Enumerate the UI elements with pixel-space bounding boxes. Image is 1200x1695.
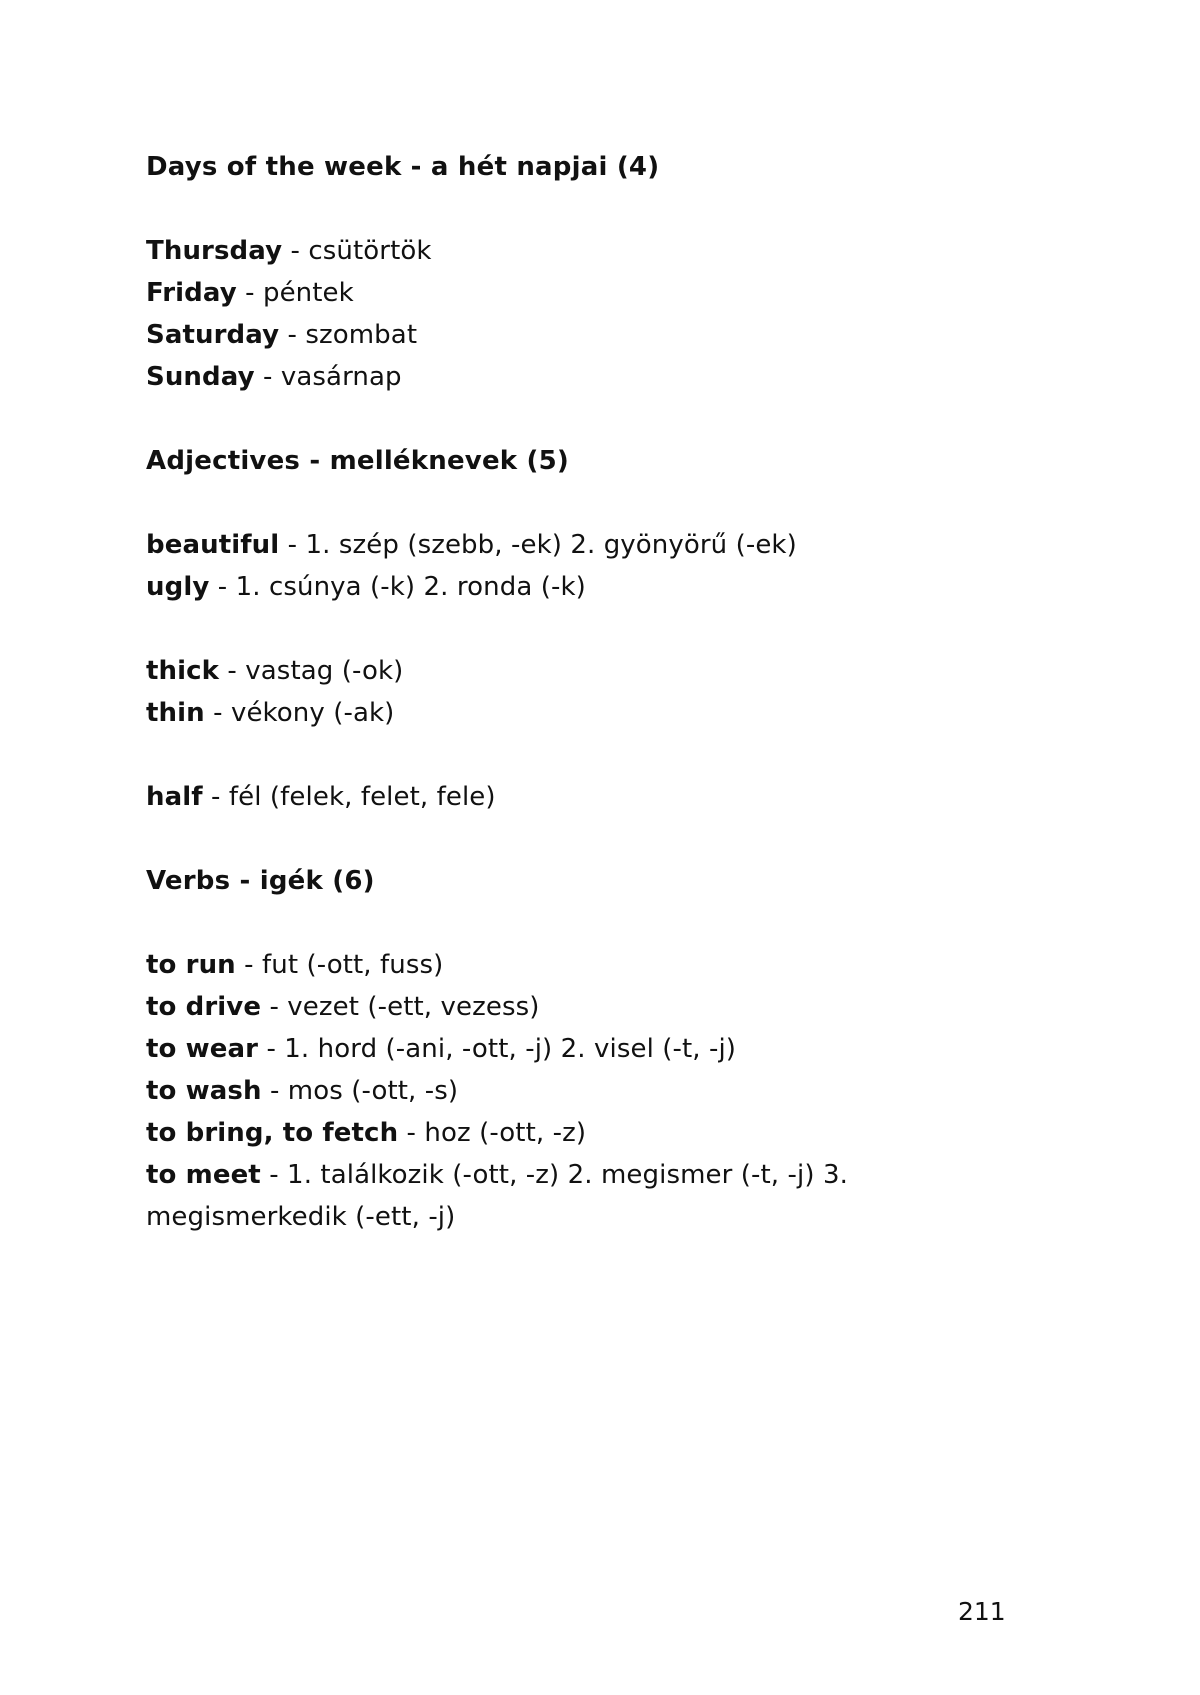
vocab-definition: - 1. hord (-ani, -ott, -j) 2. visel (-t, -j) <box>258 1034 737 1064</box>
vocab-term: thin <box>146 698 205 728</box>
vocab-term: Sunday <box>146 362 255 392</box>
vocab-entry <box>146 650 1046 692</box>
vocab-entry <box>146 1070 1046 1112</box>
vocab-term: Friday <box>146 278 237 308</box>
vocab-term: to wash <box>146 1076 262 1106</box>
vocab-definition: - fél (felek, felet, fele) <box>202 782 496 812</box>
vocab-entry <box>146 272 1046 314</box>
vocab-term: Saturday <box>146 320 280 350</box>
vocabulary-page <box>146 146 1046 1238</box>
vocab-entry <box>146 524 1046 566</box>
vocab-definition: - hoz (-ott, -z) <box>398 1118 587 1148</box>
vocab-definition: - vezet (-ett, vezess) <box>261 992 540 1022</box>
vocab-entry <box>146 1154 1026 1238</box>
vocab-entry <box>146 314 1046 356</box>
vocab-term: thick <box>146 656 220 686</box>
page-number: 211 <box>958 1597 1006 1626</box>
vocab-entry <box>146 776 1046 818</box>
section-heading-days: Days of the week - a hét napjai (4) <box>146 152 660 182</box>
vocab-term: to run <box>146 950 236 980</box>
vocab-definition: - péntek <box>236 278 354 308</box>
vocab-entry <box>146 944 1046 986</box>
vocab-term: to bring, to fetch <box>146 1118 399 1148</box>
vocab-definition: - vékony (-ak) <box>204 698 395 728</box>
vocab-entry <box>146 566 1046 608</box>
vocab-definition: - szombat <box>279 320 418 350</box>
vocab-entry <box>146 986 1046 1028</box>
vocab-definition: - 1. csúnya (-k) 2. ronda (-k) <box>209 572 586 602</box>
section-heading-adjectives: Adjectives - melléknevek (5) <box>146 446 569 476</box>
vocab-entry <box>146 1112 1046 1154</box>
vocab-term: beautiful <box>146 530 280 560</box>
vocab-term: to meet <box>146 1160 261 1190</box>
vocab-definition: - csütörtök <box>282 236 432 266</box>
vocab-entry <box>146 1028 1046 1070</box>
vocab-term: to drive <box>146 992 262 1022</box>
vocab-term: half <box>146 782 203 812</box>
vocab-entry <box>146 356 1046 398</box>
vocab-definition: - 1. találkozik (-ott, -z) 2. megismer (-t, -j) 3. megismerkedik (-ett, -j) <box>146 1160 848 1232</box>
vocab-entry <box>146 692 1046 734</box>
vocab-term: ugly <box>146 572 210 602</box>
vocab-definition: - vastag (-ok) <box>219 656 404 686</box>
vocab-definition: - mos (-ott, -s) <box>261 1076 459 1106</box>
vocab-definition: - fut (-ott, fuss) <box>235 950 444 980</box>
vocab-term: to wear <box>146 1034 259 1064</box>
vocab-definition: - vasárnap <box>254 362 402 392</box>
vocab-term: Thursday <box>146 236 283 266</box>
section-heading-verbs: Verbs - igék (6) <box>146 866 375 896</box>
vocab-entry <box>146 230 1046 272</box>
vocab-definition: - 1. szép (szebb, -ek) 2. gyönyörű (-ek) <box>279 530 797 560</box>
